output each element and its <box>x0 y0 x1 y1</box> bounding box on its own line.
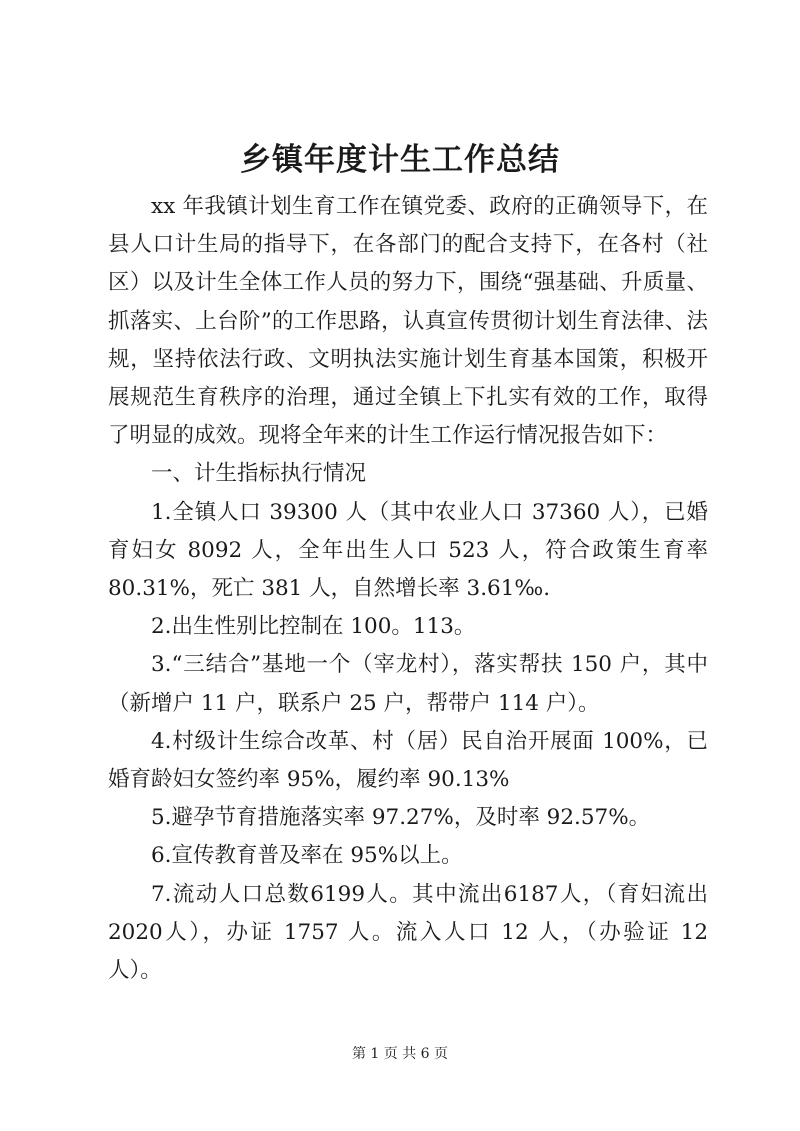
document-title: 乡镇年度计生工作总结 <box>240 142 560 178</box>
paragraph-item-6: 6.宣传教育普及率在 95%以上。 <box>151 843 463 869</box>
document-body <box>108 188 708 990</box>
paragraph-item-7: 7.流动人口总数6199人。其中流出6187人，（育妇流出2020人），办证 1757 人。流入人口 12 人，（办验证 12 人）。 <box>108 881 708 984</box>
page-footer: 第 1 页 共 6 页 <box>351 1046 449 1062</box>
paragraph-item-5: 5.避孕节育措施落实率 97.27%，及时率 92.57%。 <box>151 805 651 831</box>
paragraph-item-3: 3.“三结合”基地一个（宰龙村），落实帮扶 150 户，其中（新增户 11 户，联系户 25 户，帮带户 114 户）。 <box>108 652 708 716</box>
paragraph-item-4: 4.村级计生综合改革、村（居）民自治开展面 100%，已婚育龄妇女签约率 95%，履约率 90.13% <box>108 728 708 793</box>
paragraph-item-2: 2.出生性别比控制在 100。113。 <box>151 614 476 640</box>
paragraph-intro: xx 年我镇计划生育工作在镇党委、政府的正确领导下，在县人口计生局的指导下，在各部门的配合支持下，在各村（社区）以及计生全体工作人员的努力下，围绕“强基础、升质量、抓落实、上台阶”的工作思路，认真宣传贯彻计划生育法律、法规，坚持依法行政、文明执法实施计划生育基本国策，积极开展规范生育秩序的治理，通过全镇上下扎实有效的工作，取得了明显的成效。现将全年来的计生工作运行情况报告如下： <box>108 194 708 449</box>
section-heading: 一、计生指标执行情况 <box>151 461 367 487</box>
paragraph-item-1: 1.全镇人口 39300 人（其中农业人口 37360 人），已婚育妇女 8092 人，全年出生人口 523 人，符合政策生育率 80.31%，死亡 381 人，自然增长率 3.61‰. <box>108 499 708 602</box>
